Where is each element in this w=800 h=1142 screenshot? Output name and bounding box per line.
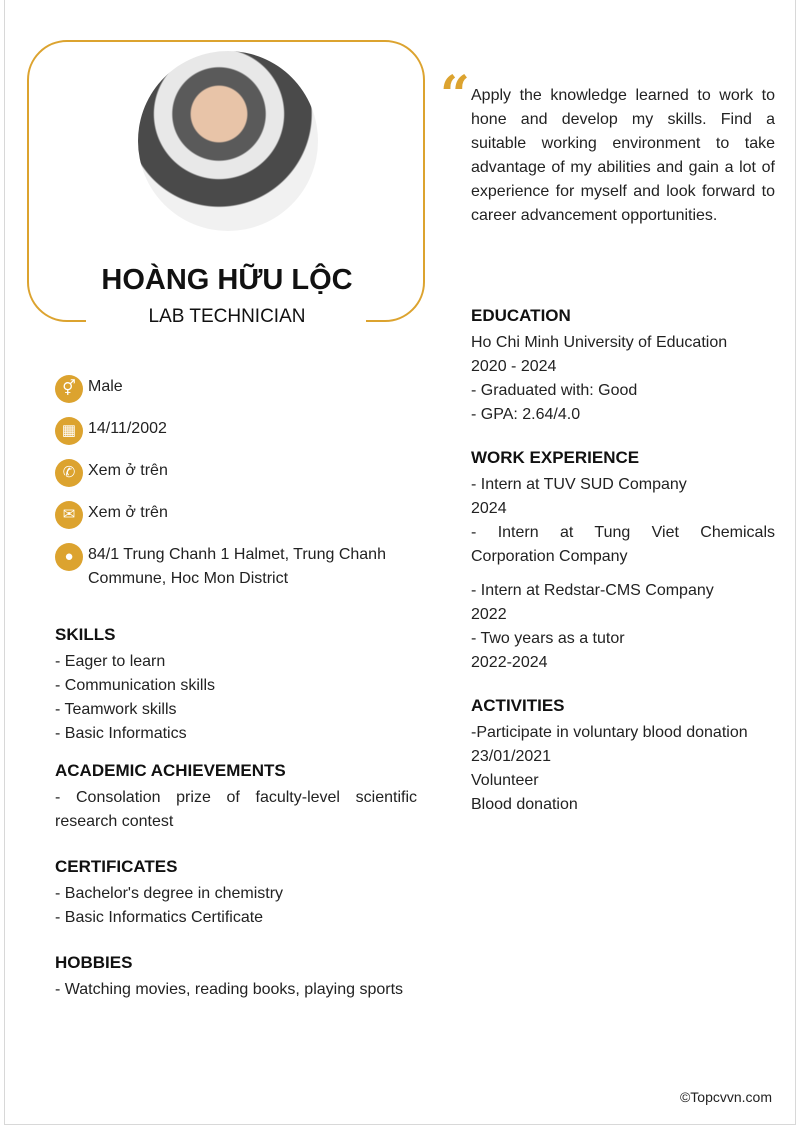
activity-line: Blood donation (471, 796, 578, 813)
section-heading: ACTIVITIES (471, 696, 565, 715)
list-item: - Basic Informatics Certificate (55, 909, 264, 926)
location-icon: ● (55, 543, 83, 571)
contact-gender (55, 375, 395, 403)
section-heading: HOBBIES (55, 953, 133, 972)
work-line: - Intern at TUV SUD Company (471, 476, 687, 493)
activities-section (471, 695, 775, 817)
activity-line: 23/01/2021 (471, 748, 552, 765)
work-line: - Intern at Tung Viet Chemicals Corporation Company (471, 524, 775, 565)
list-item: - Consolation prize of faculty-level scientific research contest (55, 789, 417, 830)
contact-address (55, 543, 395, 591)
work-line: 2022 (471, 606, 507, 623)
list-item: - Basic Informatics (55, 725, 187, 742)
activity-line: -Participate in voluntary blood donation (471, 724, 748, 741)
education-detail: - GPA: 2.64/4.0 (471, 406, 581, 423)
list-item: - Bachelor's degree in chemistry (55, 885, 284, 902)
hobbies-section (55, 952, 417, 1002)
section-heading: WORK EXPERIENCE (471, 448, 640, 467)
certificates-section (55, 856, 417, 930)
list-item: - Teamwork skills (55, 701, 177, 718)
list-item: - Communication skills (55, 677, 216, 694)
footer-credit: ©Topcvvn.com (679, 1089, 772, 1105)
calendar-icon: ▦ (55, 417, 83, 445)
section-heading: EDUCATION (471, 306, 571, 325)
contact-text: Xem ở trên (88, 504, 168, 521)
education-detail: - Graduated with: Good (471, 382, 638, 399)
work-line: - Intern at Redstar-CMS Company (471, 582, 714, 599)
list-item: - Watching movies, reading books, playing sports (55, 981, 404, 998)
email-icon: ✉ (55, 501, 83, 529)
work-line: 2022-2024 (471, 654, 548, 671)
candidate-name: HOÀNG HỮU LỘC (101, 264, 353, 296)
work-line: 2024 (471, 500, 507, 517)
skills-section (55, 624, 417, 746)
education-section (471, 305, 775, 427)
achievements-section (55, 760, 417, 834)
activity-line: Volunteer (471, 772, 539, 789)
work-section (471, 447, 775, 675)
work-line: - Two years as a tutor (471, 630, 625, 647)
contact-birthday (55, 417, 395, 445)
gender-icon: ⚥ (55, 375, 83, 403)
contact-text: 14/11/2002 (88, 420, 167, 437)
quote-icon: “ (440, 65, 470, 126)
contact-text: 84/1 Trung Chanh 1 Halmet, Trung Chanh Commune, Hoc Mon District (88, 546, 386, 587)
phone-icon: ✆ (55, 459, 83, 487)
contact-phone (55, 459, 395, 487)
job-title: LAB TECHNICIAN (148, 306, 306, 327)
section-heading: SKILLS (55, 625, 116, 644)
contact-list (55, 375, 395, 605)
contact-text: Male (88, 378, 123, 395)
contact-email (55, 501, 395, 529)
section-heading: CERTIFICATES (55, 857, 178, 876)
section-heading: ACADEMIC ACHIEVEMENTS (55, 761, 286, 780)
contact-text: Xem ở trên (88, 462, 168, 479)
study-period: 2020 - 2024 (471, 358, 557, 375)
school-name: Ho Chi Minh University of Education (471, 334, 728, 351)
list-item: - Eager to learn (55, 653, 166, 670)
career-objective: Apply the knowledge learned to work to hone and develop my skills. Find a suitable working environment to take advantage of my abilities and gain a lot of experience for myself and look forward to career advancement opportunities. (471, 87, 775, 224)
avatar (138, 51, 318, 231)
